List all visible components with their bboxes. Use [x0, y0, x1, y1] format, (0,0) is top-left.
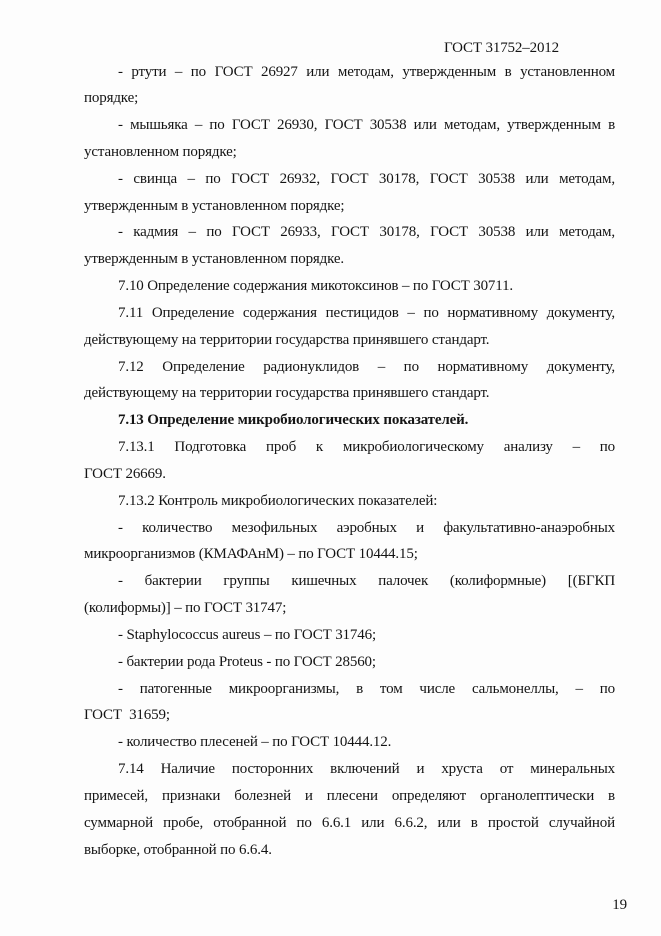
- text-line: - бактерии группы кишечных палочек (колиформные) [(БГКП: [118, 573, 615, 590]
- text-line: 7.14 Наличие посторонних включений и хруста от минеральных: [118, 761, 615, 778]
- header-doc-code: ГОСТ 31752–2012: [444, 40, 559, 56]
- text-line: - количество мезофильных аэробных и факультативно-анаэробных: [118, 519, 615, 536]
- text-line: установленном порядке;: [84, 143, 237, 160]
- text-line: 7.13.1 Подготовка проб к микробиологическому анализу – по: [118, 439, 615, 456]
- text-line: - ртути – по ГОСТ 26927 или методам, утвержденным в установленном: [118, 63, 615, 80]
- text-line: - бактерии рода Proteus - по ГОСТ 28560;: [118, 653, 376, 670]
- text-line: утвержденным в установленном порядке.: [84, 251, 345, 268]
- text-line: - мышьяка – по ГОСТ 26930, ГОСТ 30538 или методам, утвержденным в: [118, 117, 615, 134]
- text-line: действующему на территории государства принявшего стандарт.: [84, 385, 490, 402]
- text-line: выборке, отобранной по 6.6.4.: [84, 841, 272, 858]
- text-line: действующему на территории государства принявшего стандарт.: [84, 331, 490, 348]
- text-line: - Staphylococcus aureus – по ГОСТ 31746;: [118, 626, 376, 643]
- text-line: 7.11 Определение содержания пестицидов – по нормативному документу,: [118, 304, 615, 321]
- text-line: - патогенные микроорганизмы, в том числе сальмонеллы, – по: [118, 680, 615, 697]
- text-line: утвержденным в установленном порядке;: [84, 197, 345, 214]
- text-line: примесей, признаки болезней и плесени определяют органолептически в: [84, 787, 615, 804]
- section-heading: 7.13 Определение микробиологических показателей.: [118, 412, 469, 429]
- text-line: микроорганизмов (КМАФАнМ) – по ГОСТ 10444.15;: [84, 546, 418, 563]
- text-line: (колиформы)] – по ГОСТ 31747;: [84, 600, 287, 617]
- text-line: - количество плесеней – по ГОСТ 10444.12.: [118, 734, 392, 751]
- text-line: - свинца – по ГОСТ 26932, ГОСТ 30178, ГОСТ 30538 или методам,: [118, 170, 615, 187]
- text-line: 7.12 Определение радионуклидов – по нормативному документу,: [118, 358, 615, 375]
- text-line: 7.10 Определение содержания микотоксинов – по ГОСТ 30711.: [118, 278, 514, 295]
- page-number: 19: [612, 897, 627, 913]
- text-line: - кадмия – по ГОСТ 26933, ГОСТ 30178, ГОСТ 30538 или методам,: [118, 224, 615, 241]
- text-line: ГОСТ 31659;: [84, 707, 170, 724]
- text-line: суммарной пробе, отобранной по 6.6.1 или 6.6.2, или в простой случайной: [84, 814, 615, 831]
- text-line: 7.13.2 Контроль микробиологических показателей:: [118, 492, 438, 509]
- text-line: ГОСТ 26669.: [84, 465, 166, 482]
- text-line: порядке;: [84, 90, 139, 107]
- document-body: [84, 59, 615, 864]
